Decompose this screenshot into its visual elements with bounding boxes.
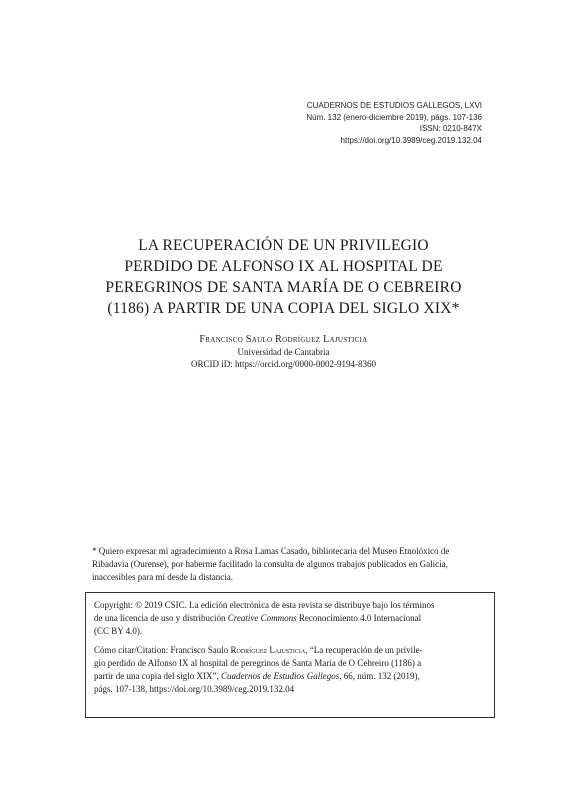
- copyright-line-2-end: Reconocimiento 4.0 Internacional: [296, 612, 422, 623]
- citation-title-end: partir de una copia del siglo XIX”,: [94, 670, 221, 681]
- author-affiliation: Universidad de Cantabria: [237, 347, 330, 357]
- copyright-line-3: (CC BY 4.0).: [94, 625, 143, 636]
- citation-line-1: [94, 644, 486, 657]
- journal-header: [306, 100, 482, 146]
- footnote-line-1: * Quiero expresar mi agradecimiento a Rosa Lamas Casado, bibliotecaria del Museo Etnolóxico de: [92, 546, 450, 556]
- author-info: [0, 334, 567, 370]
- citation-line-3: [94, 670, 486, 683]
- citation-title-start: , “La recuperación de un privile-: [305, 645, 423, 656]
- journal-issn: ISSN: 0210-847X: [419, 124, 482, 133]
- title-line-2: PERDIDO DE ALFONSO IX AL HOSPITAL DE: [124, 258, 443, 275]
- citation-volume: , 66, núm. 132 (2019),: [339, 670, 420, 681]
- citation-author: Rodríguez Lajusticia: [230, 645, 306, 656]
- title-line-1: LA RECUPERACIÓN DE UN PRIVILEGIO: [138, 237, 429, 254]
- footnote-line-2: Ribadavia (Ourense), por haberme facilitado la consulta de algunos trabajos publicados en Galicia,: [92, 559, 448, 569]
- author-orcid: ORCID iD: https://orcid.org/0000-0002-9194-8360: [190, 359, 377, 369]
- copyright-line-2-text: de una licencia de uso y distribución: [94, 612, 228, 623]
- citation-line-2: gio perdido de Alfonso IX al hospital de peregrinos de Santa María de O Cebreiro (1186) a: [94, 658, 422, 669]
- title-line-3: PEREGRINOS DE SANTA MARÍA DE O CEBREIRO: [105, 279, 462, 296]
- citation-journal: Cuadernos de Estudios Gallegos: [220, 670, 340, 681]
- title-line-4: (1186) A PARTIR DE UNA COPIA DEL SIGLO XIX*: [107, 300, 460, 317]
- author-name: Francisco Saulo Rodríguez Lajusticia: [199, 334, 368, 345]
- citation-line-4: págs. 107-138, https://doi.org/10.3989/ceg.2019.132.04: [94, 683, 295, 694]
- copyright-line-1: Copyright: © 2019 CSIC. La edición electrónica de esta revista se distribuye bajo los términos: [94, 600, 435, 610]
- acknowledgement-footnote: [92, 545, 487, 584]
- journal-issue: Núm. 132 (enero-diciembre 2019), págs. 107-136: [306, 112, 482, 122]
- journal-doi: https://doi.org/10.3989/ceg.2019.132.04: [340, 135, 482, 145]
- copyright-box: [85, 592, 495, 718]
- footnote-line-3: inaccesibles para mí desde la distancia.: [92, 572, 233, 582]
- license-name: Creative Commons: [227, 612, 297, 623]
- citation-prefix: Cómo citar/Citation: Francisco Saulo: [94, 645, 231, 656]
- copyright-line-2: [94, 612, 486, 625]
- article-title: [0, 235, 567, 319]
- journal-name: CUADERNOS DE ESTUDIOS GALLEGOS, LXVI: [306, 101, 482, 110]
